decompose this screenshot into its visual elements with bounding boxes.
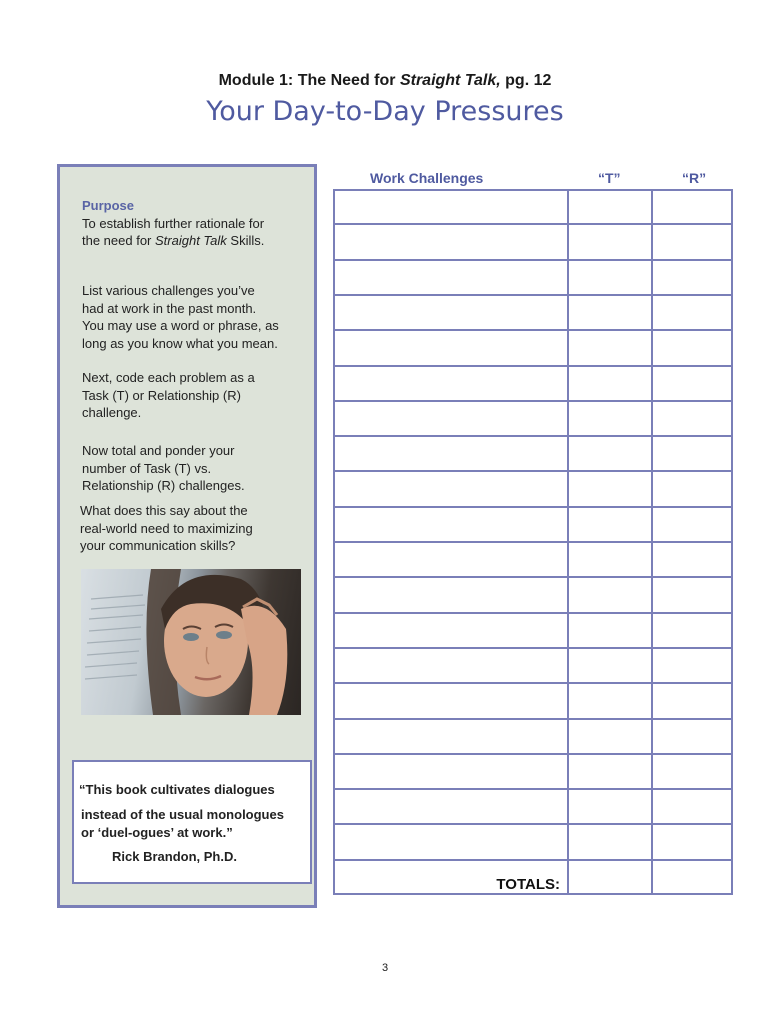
module-suffix: pg. 12	[500, 72, 552, 89]
table-row-line	[333, 365, 733, 367]
page-number: 3	[381, 962, 389, 974]
table-row-line	[333, 753, 733, 755]
purpose-heading: Purpose	[82, 198, 135, 213]
text-line: Task (T) or Relationship (R)	[82, 387, 241, 403]
instructions-para-3	[82, 442, 245, 495]
text-line: You may use a word or phrase, as	[82, 318, 279, 333]
sidebar-panel	[57, 164, 317, 908]
column-header-work-challenges: Work Challenges	[370, 170, 484, 186]
text-line: your communication skills?	[80, 538, 236, 553]
quote-author: Rick Brandon, Ph.D.	[112, 849, 237, 864]
table-row-line	[333, 718, 733, 720]
text-line: Relationship (R) challenges.	[82, 478, 245, 493]
totals-label: TOTALS:	[496, 876, 560, 893]
text-line: What does this say about the	[80, 503, 248, 518]
photo-illustration	[81, 569, 301, 715]
table-row-line	[333, 788, 733, 790]
instructions-para-4	[80, 502, 253, 555]
text-line: Next, code each problem as a	[82, 370, 255, 385]
table-row-line	[333, 435, 733, 437]
text-line: had at work in the past month.	[82, 300, 257, 316]
quote-line: “This book cultivates dialogues	[79, 782, 275, 797]
table-row-line	[333, 470, 733, 472]
module-heading	[0, 72, 770, 90]
table-row-line	[333, 541, 733, 543]
column-header-r: “R”	[682, 170, 707, 186]
text-line: long as you know what you mean.	[82, 335, 278, 351]
purpose-line2-suffix: Skills.	[226, 233, 265, 248]
table-row-line	[333, 647, 733, 649]
table-row-line	[333, 612, 733, 614]
table-row-line	[333, 576, 733, 578]
text-line: number of Task (T) vs.	[82, 460, 212, 476]
table-row-line	[333, 294, 733, 296]
stressed-woman-photo	[81, 569, 301, 715]
quote-box	[72, 760, 312, 884]
purpose-line2-italic: Straight Talk	[155, 233, 227, 248]
instructions-para-2	[82, 369, 255, 422]
module-prefix: Module 1: The Need for	[218, 72, 400, 89]
quote-line: instead of the usual monologues	[81, 807, 284, 822]
table-row-line	[333, 506, 733, 508]
text-line: Now total and ponder your	[82, 443, 235, 458]
table-row-line	[333, 859, 733, 861]
page-title: Your Day-to-Day Pressures	[206, 96, 564, 127]
text-line: List various challenges you’ve	[82, 283, 255, 298]
purpose-line: To establish further rationale for	[82, 215, 265, 231]
module-italic: Straight Talk,	[399, 72, 501, 89]
table-row-line	[333, 682, 733, 684]
table-row-line	[333, 223, 733, 225]
column-header-t: “T”	[598, 170, 621, 186]
text-line: real-world need to maximizing	[80, 520, 253, 536]
purpose-line2-prefix: the need for	[82, 233, 155, 248]
table-row-line	[333, 329, 733, 331]
table-row-line	[333, 823, 733, 825]
text-line: challenge.	[82, 405, 142, 420]
instructions-para-1	[82, 282, 279, 352]
table-row-line	[333, 259, 733, 261]
quote-line: or ‘duel-ogues’ at work.”	[81, 825, 233, 840]
purpose-block	[82, 197, 264, 250]
purpose-line	[82, 232, 264, 250]
table-row-line	[333, 400, 733, 402]
